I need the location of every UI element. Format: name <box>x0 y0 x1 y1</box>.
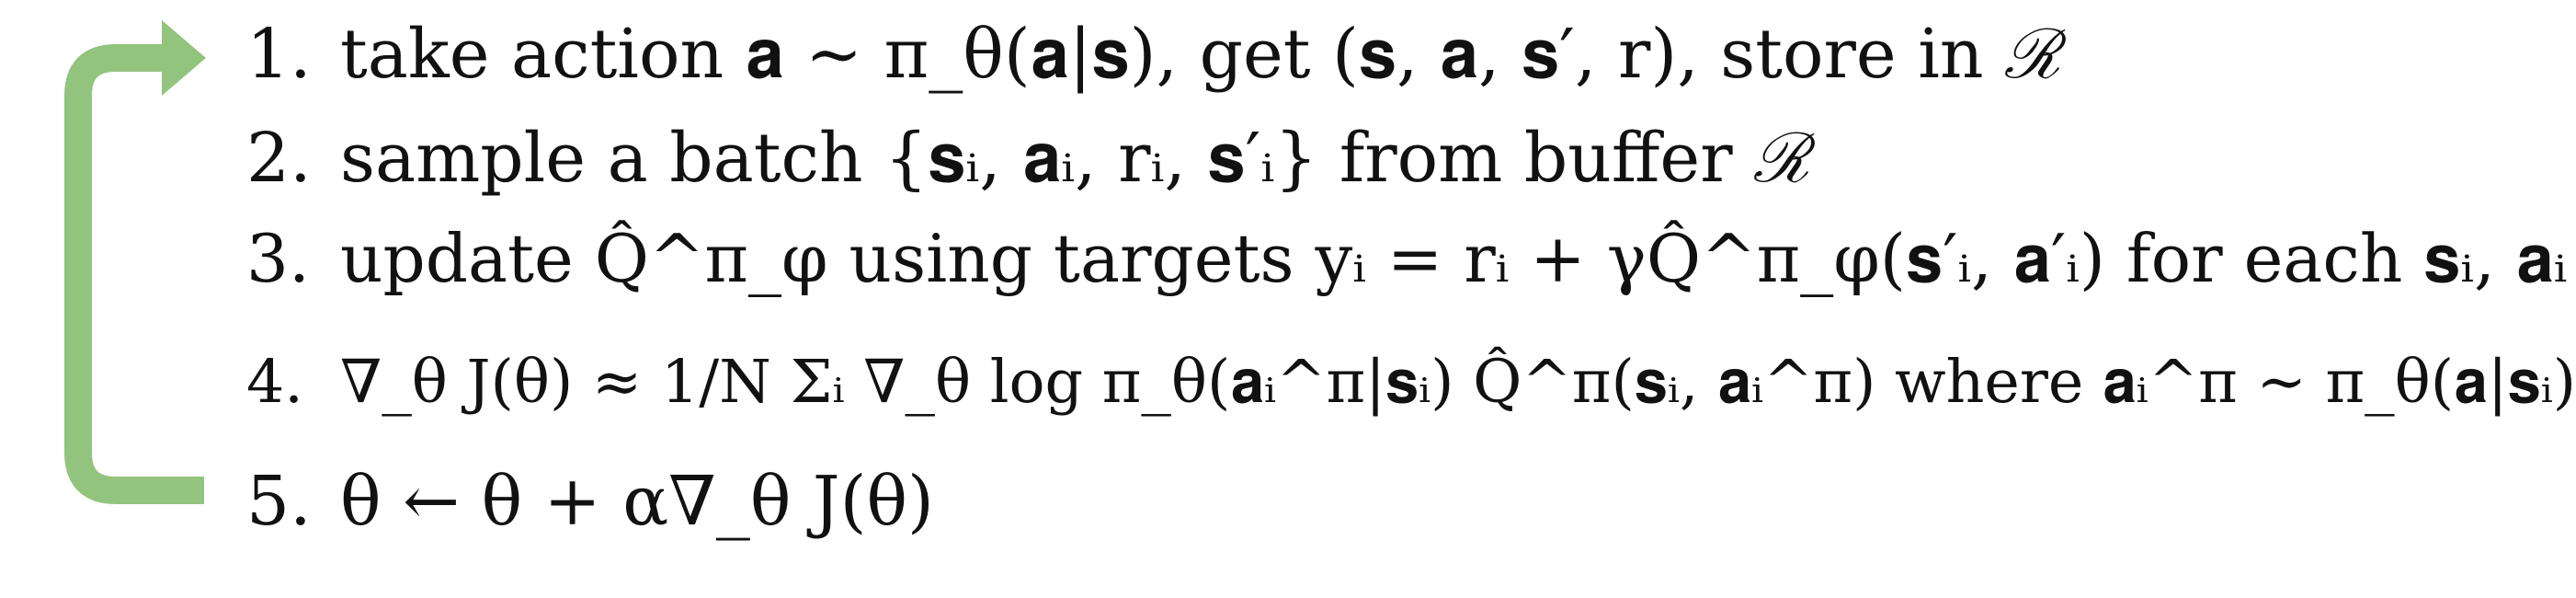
algorithm-step-4 <box>246 348 2576 417</box>
algorithm-step-3 <box>246 221 2568 298</box>
loop-arrow-body <box>78 58 204 490</box>
step-number: 1. <box>246 15 312 94</box>
algorithm-step-1 <box>246 15 2067 94</box>
step-text: take action 𝐚 ∼ π_θ(𝐚|𝐬), get (𝐬, 𝐚, 𝐬′, r), store in ℛ <box>340 15 2067 94</box>
step-number: 5. <box>246 462 312 541</box>
step-text: sample a batch {𝐬ᵢ, 𝐚ᵢ, rᵢ, 𝐬′ᵢ} from buffer ℛ <box>340 119 1816 198</box>
step-number: 3. <box>246 221 310 298</box>
step-number: 4. <box>246 348 303 417</box>
step-number: 2. <box>246 119 312 198</box>
step-text: ∇_θ J(θ) ≈ 1/N Σᵢ ∇_θ log π_θ(𝐚ᵢ^π|𝐬ᵢ) Q̂^π(𝐬ᵢ, 𝐚ᵢ^π) where 𝐚ᵢ^π ∼ π_θ(𝐚|𝐬ᵢ) <box>340 348 2576 417</box>
loop-arrow-head <box>162 20 206 96</box>
step-text: update Q̂^π_φ using targets yᵢ = rᵢ + γQ̂^π_φ(𝐬′ᵢ, 𝐚′ᵢ) for each 𝐬ᵢ, 𝐚ᵢ <box>340 221 2568 298</box>
algorithm-step-2 <box>246 119 1816 198</box>
algorithm-step-5 <box>246 462 934 541</box>
step-text: θ ← θ + α∇_θ J(θ) <box>340 462 934 541</box>
